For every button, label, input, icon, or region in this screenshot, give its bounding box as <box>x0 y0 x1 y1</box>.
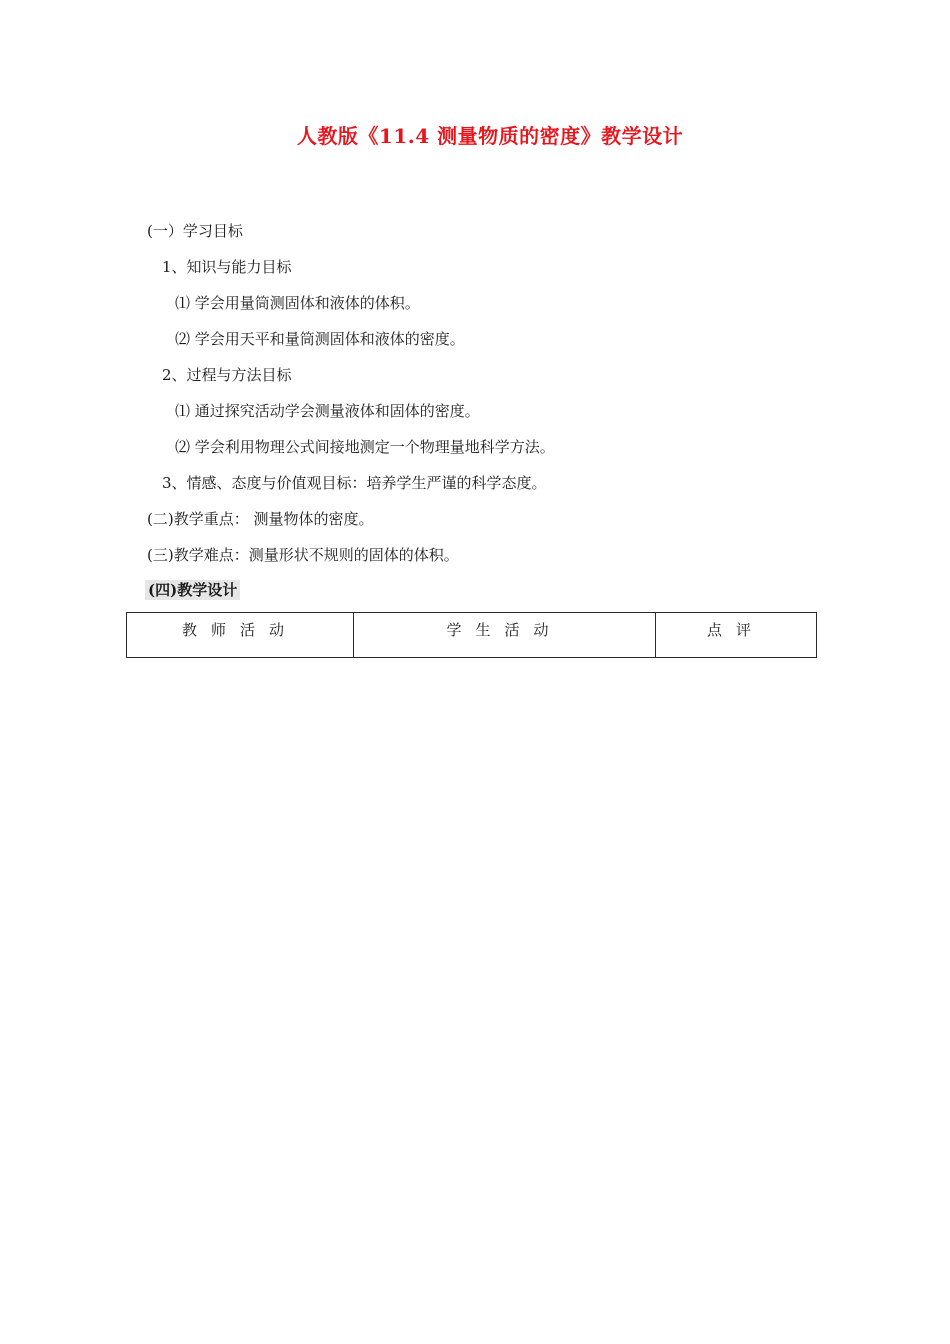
header-teacher-activity: 教师活动 <box>127 613 354 658</box>
table-header-row <box>127 613 817 658</box>
section-teaching-difficulty: (三)教学难点：测量形状不规则的固体的体积。 <box>147 546 459 564</box>
objective-emotion-attitude: 3、情感、态度与价值观目标：培养学生严谨的科学态度。 <box>162 474 547 492</box>
objective-item: ⑵ 学会用天平和量筒测固体和液体的密度。 <box>175 330 465 348</box>
section-teaching-focus: (二)教学重点： 测量物体的密度。 <box>147 510 374 528</box>
document-title: 人教版《11.4 测量物质的密度》教学设计 <box>296 124 684 148</box>
header-comment: 点评 <box>656 613 817 658</box>
objective-knowledge-ability-text: 1、知识与能力目标 <box>162 258 292 276</box>
objective-item: ⑵ 学会利用物理公式间接地测定一个物理量地科学方法。 <box>175 438 555 456</box>
objective-process-method: 2、过程与方法目标 <box>162 366 292 384</box>
objective-item: ⑴ 通过探究活动学会测量液体和固体的密度。 <box>175 402 480 420</box>
section-teaching-design: (四)教学设计 <box>145 580 240 600</box>
section-learning-objectives: (一）学习目标 <box>147 222 243 240</box>
teaching-design-table <box>126 612 817 658</box>
header-student-activity: 学生活动 <box>354 613 656 658</box>
objective-item: ⑴ 学会用量筒测固体和液体的体积。 <box>175 294 420 312</box>
objective-knowledge-ability <box>162 257 292 277</box>
